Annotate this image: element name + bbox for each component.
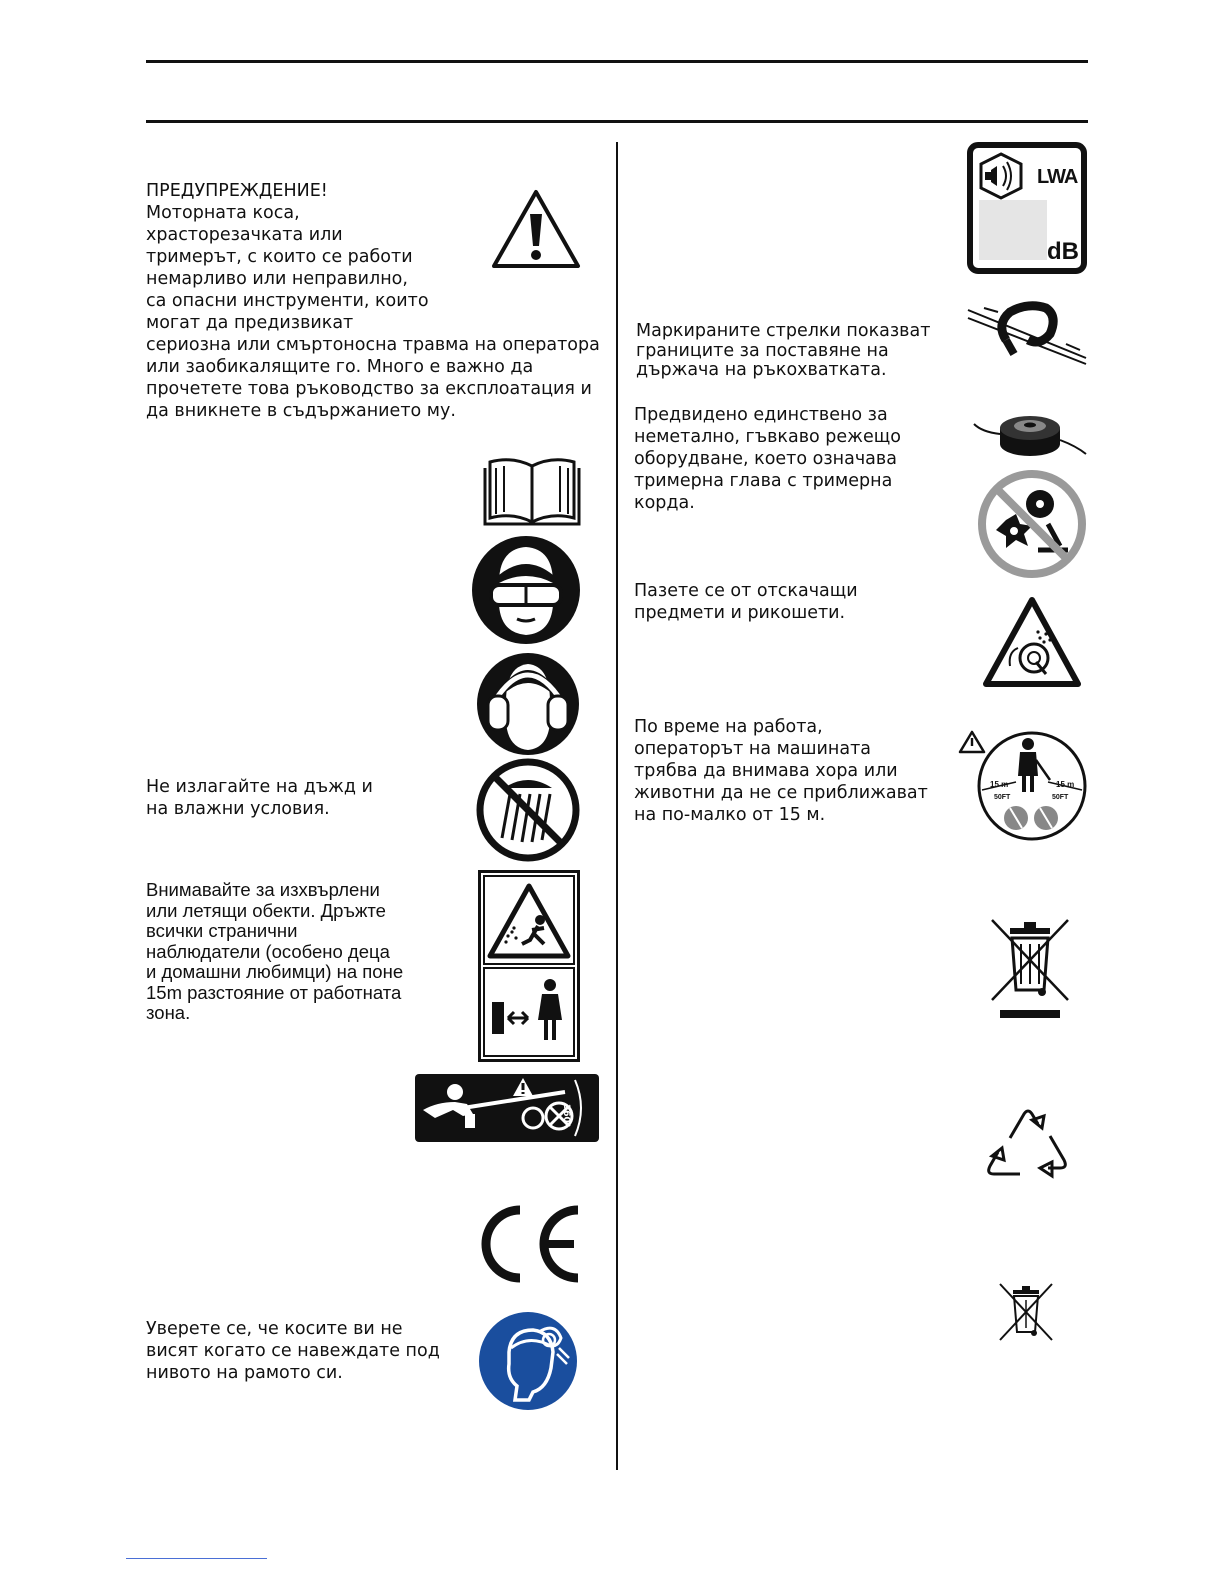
ricochet-warning-icon bbox=[982, 596, 1082, 690]
recycle-icon bbox=[980, 1098, 1076, 1192]
ce-mark-icon bbox=[474, 1204, 582, 1284]
noise-level-lwa-icon bbox=[967, 142, 1087, 274]
db-label: dB bbox=[1047, 238, 1079, 265]
handle-clamp-arrows-icon bbox=[966, 300, 1088, 366]
column-divider bbox=[616, 142, 618, 1470]
text-line: границите за поставяне на bbox=[636, 340, 889, 361]
text-line: Уверете се, че косите ви не bbox=[146, 1319, 403, 1339]
distance-meters-right: 15 m bbox=[1056, 780, 1075, 789]
text-line: Предвидено единствено за bbox=[634, 405, 888, 425]
text-line: 15m разстояние от работната bbox=[146, 981, 402, 1003]
text-line: трябва да внимава хора или bbox=[634, 761, 898, 781]
ricochet-text bbox=[634, 580, 858, 624]
text-line: тримерът, с които се работи bbox=[146, 247, 413, 267]
handle-arrows-text bbox=[636, 322, 930, 381]
text-line: са опасни инструменти, които bbox=[146, 291, 429, 311]
thrown-objects-text bbox=[146, 880, 403, 1024]
rain-text bbox=[146, 776, 373, 820]
text-line: да вникнете в съдържанието му. bbox=[146, 401, 456, 421]
text-line: храсторезачката или bbox=[146, 225, 343, 245]
text-line: Внимавайте за изхвърлени bbox=[146, 879, 380, 900]
distance-feet-left: 50FT bbox=[994, 794, 1011, 801]
text-line: могат да предизвикат bbox=[146, 313, 354, 333]
ear-protection-icon bbox=[476, 652, 580, 756]
text-line: операторът на машината bbox=[634, 739, 872, 759]
distance-meters-left: 15 m bbox=[990, 780, 1009, 789]
text-line: предмети и рикошети. bbox=[634, 603, 846, 623]
text-line: зона. bbox=[146, 1002, 191, 1023]
weee-crossed-bin-small-icon bbox=[998, 1282, 1054, 1344]
text-line: висят когато се навеждате под bbox=[146, 1341, 440, 1361]
text-line: неметално, гъвкаво режещо bbox=[634, 427, 901, 447]
text-line: ПРЕДУПРЕЖДЕНИЕ! bbox=[146, 181, 328, 201]
text-line: или заобикалящите го. Много е важно да bbox=[146, 357, 534, 377]
text-line: или летящи обекти. Дръжте bbox=[146, 899, 386, 921]
text-line: тримерна глава с тримерна bbox=[634, 471, 893, 491]
text-line: Пазете се от отскачащи bbox=[634, 581, 858, 601]
text-line: нивото на рамото си. bbox=[146, 1363, 343, 1383]
text-line: По време на работа, bbox=[634, 717, 823, 737]
text-line: и домашни любимци) на поне bbox=[146, 961, 404, 982]
text-line: Маркираните стрелки показват bbox=[636, 321, 931, 341]
footnote-underline bbox=[126, 1558, 267, 1559]
read-manual-icon bbox=[482, 454, 582, 528]
top-rule bbox=[146, 60, 1088, 63]
tie-back-hair-icon bbox=[479, 1312, 577, 1410]
text-line: на влажни условия. bbox=[146, 799, 330, 819]
text-line: животни да не се приближават bbox=[634, 783, 928, 803]
text-line: прочетете това ръководство за експлоатация и bbox=[146, 379, 592, 399]
hair-warning-text bbox=[146, 1318, 440, 1384]
text-line: корда. bbox=[634, 493, 695, 513]
text-line: наблюдатели (особено деца bbox=[146, 940, 390, 962]
header-rule bbox=[146, 120, 1088, 123]
nonmetal-cutting-text bbox=[634, 404, 901, 514]
thrown-objects-sticker-icon bbox=[478, 870, 580, 1062]
distance-feet-right: 50FT bbox=[1052, 794, 1069, 801]
lwa-label: LWA bbox=[1037, 166, 1078, 188]
eye-protection-icon bbox=[471, 535, 581, 645]
text-line: Не излагайте на дъжд и bbox=[146, 777, 373, 797]
text-line: Моторната коса, bbox=[146, 203, 300, 223]
sticker-360-label: 360° bbox=[561, 1104, 571, 1128]
safety-distance-15m-icon bbox=[956, 730, 1088, 842]
text-line: немарливо или неправилно, bbox=[146, 269, 408, 289]
text-line: на по-малко от 15 м. bbox=[634, 805, 826, 825]
danger-zone-360-sticker-icon bbox=[415, 1074, 599, 1142]
text-line: оборудване, което означава bbox=[634, 449, 897, 469]
text-line: държача на ръкохватката. bbox=[636, 360, 887, 380]
text-line: всички странични bbox=[146, 920, 298, 941]
warning-triangle-icon bbox=[490, 188, 582, 270]
text-line: сериозна или смъртоносна травма на оператора bbox=[146, 335, 600, 355]
no-rain-icon bbox=[476, 758, 580, 862]
weee-crossed-bin-icon bbox=[988, 914, 1072, 1020]
no-metal-blades-icon bbox=[976, 468, 1088, 580]
trimmer-head-icon bbox=[972, 406, 1088, 462]
safety-distance-text bbox=[634, 716, 928, 826]
